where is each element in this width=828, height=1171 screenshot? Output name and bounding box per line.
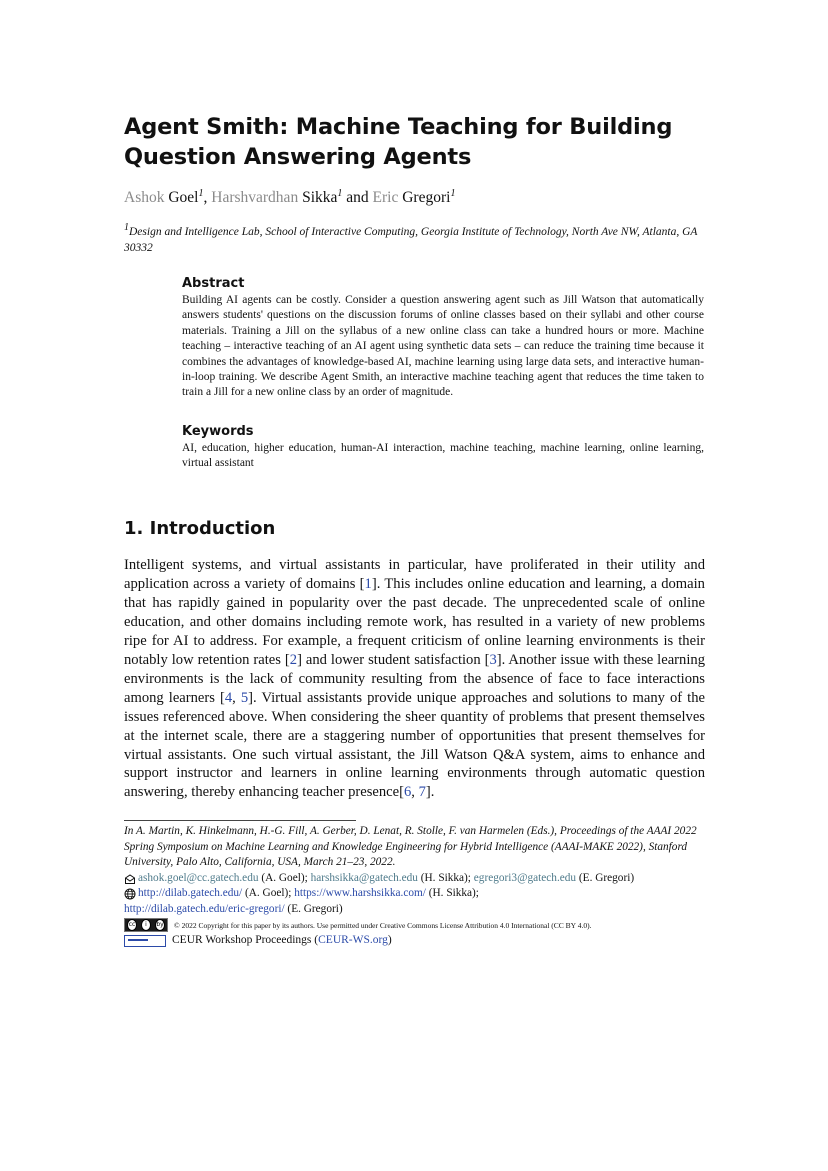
homepage-link[interactable]: http://dilab.gatech.edu/eric-gregori/ (124, 902, 285, 915)
proceedings-note: In A. Martin, K. Hinkelmann, H.-G. Fill, A. Gerber, D. Lenat, R. Stolle, F. van Harmelen (Eds.), Proceedings of the AAAI 2022 Spring Symposium on Machine Learning and Knowledge Engineering for Hybrid Intelligence (AAAI-MAKE 2022), Stanford University, Palo Alto, California, USA, March 21–23, 2022. (124, 825, 697, 869)
abstract-text: Building AI agents can be costly. Consider a question answering agent such as Jill Watson that automatically answers students' questions on the discussion forums of online classes based on their syllabi and other course materials. Training a Jill on the syllabus of a new online class can take a hundred hours or more. Machine teaching – interactive teaching of an AI agent using synthetic data sets – can reduce the training time because it combines the advantages of knowledge-based AI, machine learning using large data sets, and interactive human-in-loop training. We describe Agent Smith, an interactive machine teaching agent that reduces the time taken to train a Jill for a new online class by an order of magnitude. (182, 294, 704, 399)
citation-link[interactable]: 4 (224, 689, 233, 706)
email-link[interactable]: egregori3@gatech.edu (473, 871, 577, 884)
paragraph-text: Intelligent systems, and virtual assistants in particular, have proliferated in their utility and application across a variety of domains [ (124, 557, 705, 592)
paragraph-text: ]. Another issue with these learning environments is the lack of community resulting from the absence of face to face interactions among learners [ (124, 651, 705, 706)
homepage-link[interactable]: https://www.harshsikka.com/ (294, 887, 426, 900)
ceur-logo (124, 935, 166, 947)
citation-link[interactable]: 3 (489, 651, 497, 668)
paragraph-text: ] and lower student satisfaction [ (297, 651, 490, 668)
homepage-link[interactable]: http://dilab.gatech.edu/ (138, 887, 243, 900)
abstract-section (182, 276, 704, 401)
email-link[interactable]: harshsikka@gatech.edu (310, 871, 418, 884)
paragraph-text: , (411, 784, 419, 801)
author: Ashok Goel$^1$, (124, 188, 212, 207)
author: Eric Gregori$^1$ (372, 188, 456, 207)
footnote-divider (124, 820, 356, 821)
citation-link[interactable]: 1 (364, 575, 372, 592)
email-link[interactable]: ashok.goel@cc.gatech.edu (138, 871, 259, 884)
introduction-paragraph (124, 556, 705, 802)
ceur-link[interactable]: CEUR-WS.org (318, 934, 388, 947)
copyright-text: © 2022 Copyright for this paper by its authors. Use permitted under Creative Commons License Attribution 4.0 International (CC BY 4.0). (174, 920, 592, 930)
url-line: http://dilab.gatech.edu/eric-gregori/ (E. Gregori) (124, 902, 343, 915)
cc-by-badge: cc i by (124, 918, 168, 932)
paragraph-text: ]. This includes online education and learning, a domain that has rapidly gained in popularity over the past decade. The unprecedented scale of online education, and other domains including remote work, has resulted in a variety of new problems ripe for AI to address. For example, a frequent criticism of online learning environments is their notably low retention rates [ (124, 575, 705, 668)
footnote-block (124, 824, 714, 949)
email-line: ashok.goel@cc.gatech.edu (A. Goel); harshsikka@gatech.edu (H. Sikka); egregori3@gatech.edu (E. Gregori) (124, 871, 714, 887)
url-line: http://dilab.gatech.edu/ (A. Goel); https://www.harshsikka.com/ (H. Sikka); (124, 886, 714, 902)
globe-icon (124, 888, 136, 900)
ceur-line: CEUR Workshop Proceedings (CEUR-WS.org) (124, 933, 714, 949)
paragraph-text: , (232, 689, 241, 706)
paragraph-text: ]. (425, 784, 435, 801)
citation-link[interactable]: 5 (240, 689, 249, 706)
keywords-heading: Keywords (182, 424, 254, 439)
author-list (124, 184, 455, 208)
keywords-text: AI, education, higher education, human-AI interaction, machine teaching, machine learning, online learning, virtual assistant (182, 442, 704, 470)
paragraph-text: ]. Virtual assistants provide unique approaches and solutions to many of the issues referenced above. When considering the sheer quantity of problems that present themselves at the internet scale, there are a staggering number of opportunities that present themselves for virtual assistants. One such virtual assistant, the Jill Watson Q&A system, aims to enhance and support instructor and learners in online learning environments through automatic question answering, thereby enhancing teacher presence[ (124, 689, 705, 801)
author: Harshvardhan Sikka$^1$ and (211, 188, 373, 207)
license-line (124, 918, 714, 934)
citation-link[interactable]: 6 (403, 784, 412, 801)
citation-link[interactable]: 7 (418, 784, 426, 801)
introduction-heading: 1. Introduction (124, 518, 276, 539)
abstract-heading: Abstract (182, 276, 245, 291)
citation-link[interactable]: 2 (289, 651, 298, 668)
envelope-icon (124, 873, 136, 885)
paper-title: Agent Smith: Machine Teaching for Building Question Answering Agents (124, 114, 673, 170)
affiliation: $^1$Design and Intelligence Lab, School of Interactive Computing, Georgia Institute of Technology, North Ave NW, Atlanta, GA 30332 (124, 222, 698, 254)
keywords-section (182, 424, 704, 472)
